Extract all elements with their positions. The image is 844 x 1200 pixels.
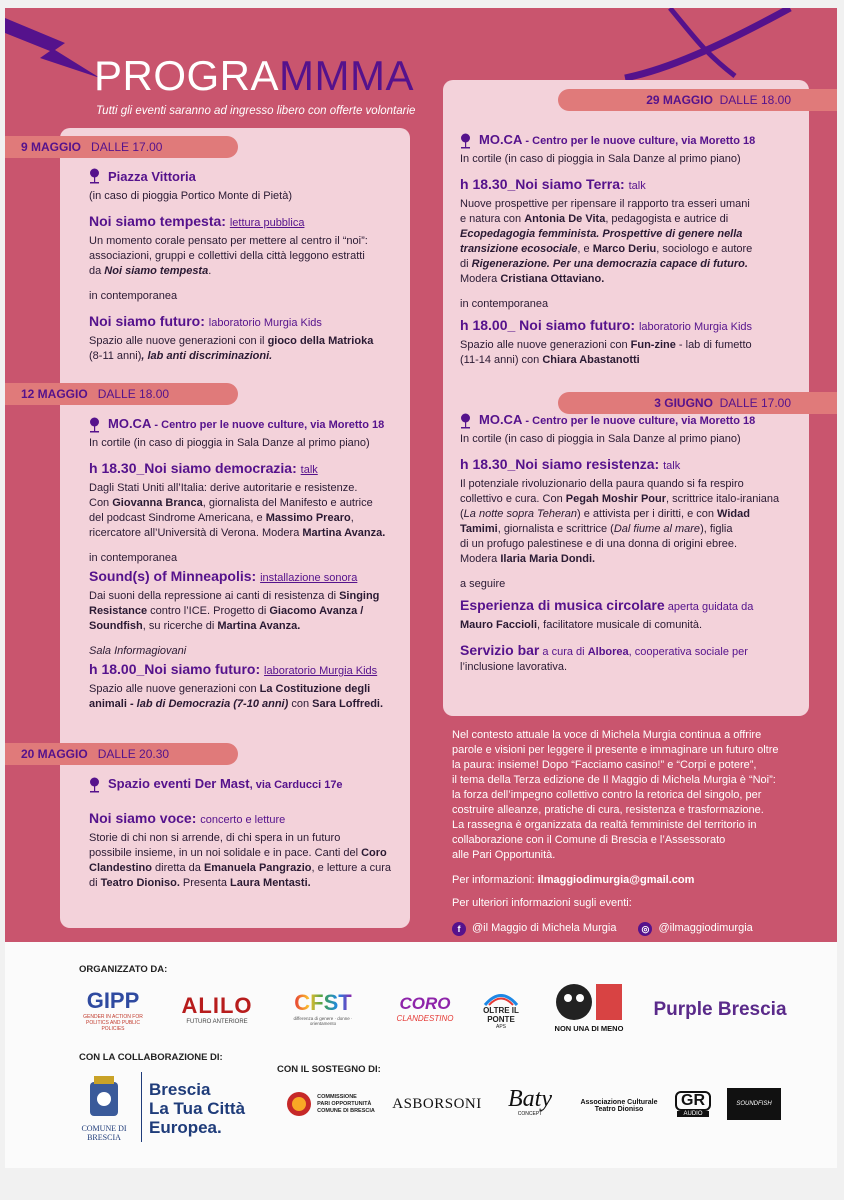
title-part: PROGRA <box>94 52 280 99</box>
text: , facilitatore musicale di comunità. <box>537 619 703 631</box>
text: Storie di chi non si arrende, di chi spera in un futuro <box>89 832 341 844</box>
event-title <box>460 643 800 660</box>
logo-text: Brescia <box>149 1079 211 1099</box>
logo-sub: FUTURO ANTERIORE <box>186 1019 248 1025</box>
info-paragraph <box>452 728 832 863</box>
text: di <box>89 877 101 889</box>
teatro-dioniso-logo <box>571 1084 667 1128</box>
date-pill-9-maggio <box>5 136 238 158</box>
info-line: Nel contesto attuale la voce di Michela Murgia continua a offrire <box>452 729 762 741</box>
venue-note: (in caso di pioggia Portico Monte di Pietà) <box>89 190 292 202</box>
text: Un momento corale pensato per mettere al centro il “noi”: <box>89 235 368 247</box>
text: Singing <box>339 590 380 602</box>
in-contemporanea: in contemporanea <box>89 290 178 302</box>
venue-name: MO.CA <box>108 416 152 431</box>
text: , e letture a cura <box>311 862 392 874</box>
info-line: parole e visioni per leggere il presente e immaginare un futuro oltre <box>452 744 779 756</box>
venue-address: - Centro per le nuove culture, via Moretto 18 <box>151 419 385 431</box>
text: Emanuela Pangrazio <box>203 862 312 874</box>
title-highlight: MMMA <box>279 52 415 99</box>
venue-address: , via Carducci 17e <box>249 779 343 791</box>
info-line: costruire alleanze, pratiche di cura, resistenza e trasformazione. <box>452 804 764 816</box>
event-3-giugno <box>460 412 800 675</box>
text: di <box>460 258 472 270</box>
logo-text: Europea. <box>149 1117 222 1137</box>
event-29-maggio <box>460 132 800 368</box>
text: Teatro Dioniso. <box>100 877 180 889</box>
contact-email-link[interactable]: ilmaggiodimurgia@gmail.com <box>537 874 695 886</box>
commissione-icon <box>285 1090 313 1118</box>
divider <box>141 1072 142 1142</box>
logo-sub: GENDER IN ACTION FOR POLITICS AND PUBLIC POLICIES <box>83 1014 143 1032</box>
venue-name: MO.CA <box>479 132 523 147</box>
a-seguire: a seguire <box>460 578 506 590</box>
text: Giovanna Branca <box>112 497 203 509</box>
text: , lab anti discriminazioni. <box>141 350 273 362</box>
commissione-pari-opportunita-logo <box>277 1084 383 1124</box>
text: Modera <box>460 553 501 565</box>
book-title: Ecopedagogia femminista. Prospettive di genere nella <box>460 228 743 240</box>
title: Servizio bar <box>460 642 540 658</box>
kind: concerto e letture <box>200 814 286 826</box>
swoosh-shape <box>615 8 837 83</box>
text: ( <box>460 508 464 520</box>
kind: talk <box>628 180 646 192</box>
logo-text: OLTRE IL PONTE <box>483 1006 519 1024</box>
date: 9 MAGGIO <box>21 140 82 154</box>
text: Spazio alle nuove generazioni con <box>460 339 631 351</box>
logo-text: COMUNE DI BRESCIA <box>81 1124 127 1142</box>
kind: installazione sonora <box>260 572 358 584</box>
text: La Costituzione degli <box>259 683 371 695</box>
text: Fun-zine <box>630 339 676 351</box>
text: con <box>288 698 313 710</box>
text: di un profugo palestinese e di una donna di origini ebree. <box>460 538 738 550</box>
cfst-logo <box>285 986 361 1030</box>
info-block <box>452 728 832 936</box>
text: Clandestino <box>89 862 152 874</box>
text: Giacomo Avanza / <box>269 605 364 617</box>
date: 3 GIUGNO <box>654 396 713 410</box>
more-info: Per ulteriori informazioni sugli eventi: <box>452 897 632 909</box>
non-una-di-meno-logo <box>545 974 633 1038</box>
text: , scrittrice italo-iraniana <box>666 493 780 505</box>
text: Sara Loffredi. <box>312 698 384 710</box>
text: Chiara Abastanotti <box>542 354 640 366</box>
text: (8-11 anni) <box>89 350 142 362</box>
venue <box>460 132 800 149</box>
logo-text: COMMISSIONE <box>317 1093 357 1100</box>
title: h 18.30_Noi siamo democrazia: <box>89 460 297 476</box>
brescia-citta-europea-logo <box>149 1072 265 1144</box>
event-12-maggio <box>89 416 409 712</box>
date-pill-3-giugno <box>558 392 837 414</box>
in-contemporanea: in contemporanea <box>89 552 178 564</box>
comune-di-brescia-logo <box>69 1068 139 1148</box>
logo-text: ALILO <box>181 993 253 1018</box>
gr-audio-logo <box>669 1086 717 1122</box>
text: - lab di Democrazia (7-10 anni) <box>126 698 289 710</box>
instagram-icon: ◎ <box>638 922 652 936</box>
in-contemporanea: in contemporanea <box>460 298 549 310</box>
instagram-handle: @ilmaggiodimurgia <box>658 922 753 934</box>
event-20-maggio <box>89 776 409 891</box>
event-title <box>89 461 409 478</box>
logo-text: GIPP <box>86 988 140 1013</box>
info-line: La rassegna è organizzata da realtà femministe del territorio in <box>452 819 757 831</box>
text: , sociologo e autore <box>656 243 753 255</box>
logo-text: CORO <box>399 993 451 1013</box>
title: h 18.00_ Noi siamo futuro: <box>460 317 636 333</box>
info-line: collaborazione con il Comune di Brescia e l’Assessorato <box>452 834 726 846</box>
venue-name: Spazio eventi Der Mast <box>108 776 250 791</box>
logo-text: NON UNA DI MENO <box>554 1023 624 1033</box>
book-title: Noi siamo tempesta <box>104 265 209 277</box>
text: , su ricerche di <box>142 620 218 632</box>
kind: talk <box>300 464 318 476</box>
text: animali <box>89 698 127 710</box>
text: Spazio alle nuove generazioni con <box>89 683 260 695</box>
book-title: transizione ecosociale <box>460 243 578 255</box>
location-pin-icon <box>89 417 100 433</box>
alilo-logo <box>177 988 257 1030</box>
time: DALLE 18.00 <box>719 93 791 107</box>
text: contro l’ICE. Progetto di <box>147 605 270 617</box>
text: Pegah Moshir Pour <box>565 493 667 505</box>
title: Esperienza di musica circolare <box>460 597 665 613</box>
text: Widad <box>717 508 750 520</box>
text: gioco della Matrioka <box>267 335 374 347</box>
event-title <box>460 457 800 474</box>
date: 12 MAGGIO <box>21 387 88 401</box>
logo-text: SOUNDFISH <box>736 1101 772 1107</box>
sala-label: Sala Informagiovani <box>89 645 187 657</box>
oltre-il-ponte-logo <box>471 986 531 1034</box>
text: Laura Mentasti. <box>230 877 311 889</box>
event-title <box>89 811 409 828</box>
kind: , cooperativa sociale per <box>628 646 748 658</box>
text: Con <box>89 497 113 509</box>
bridge-icon <box>483 990 519 1006</box>
time: DALLE 17.00 <box>91 140 163 154</box>
text: diretta da <box>151 862 204 874</box>
text: Mauro Faccioli <box>460 619 538 631</box>
venue <box>89 776 409 793</box>
venue-note: In cortile (in caso di pioggia in Sala Danze al primo piano) <box>89 437 370 449</box>
book-title: Dal fiume al mare <box>613 523 701 535</box>
event-title <box>89 214 409 231</box>
coat-of-arms-icon <box>84 1074 124 1124</box>
purple-brescia-logo <box>645 996 795 1024</box>
kind: Alborea <box>587 646 629 658</box>
gipp-logo <box>73 986 153 1034</box>
text: . <box>208 265 212 277</box>
facebook-handle: @il Maggio di Michela Murgia <box>472 922 617 934</box>
venue <box>89 416 409 433</box>
time: DALLE 17.00 <box>719 396 791 410</box>
text: Presenta <box>179 877 231 889</box>
date: 20 MAGGIO <box>21 747 88 761</box>
text: , e <box>577 243 593 255</box>
logo-sub: CONCEPT <box>517 1111 543 1117</box>
info-line: la paura: insieme! Dopo “Facciamo casino!” e “Corpi e potere”, <box>452 759 757 771</box>
venue-name: Piazza Vittoria <box>108 169 196 184</box>
subtitle: Tutti gli eventi saranno ad ingresso libero con offerte volontarie <box>96 105 416 117</box>
collaborazione-label: CON LA COLLABORAZIONE DI: <box>79 1052 223 1063</box>
logo-text: La Tua Città <box>149 1098 246 1118</box>
title: h 18.30_Noi siamo resistenza: <box>460 456 660 472</box>
title: h 18.00_Noi siamo futuro: <box>89 661 261 677</box>
logo-text: GR <box>675 1091 711 1111</box>
instagram-link[interactable] <box>638 921 752 936</box>
title: Sound(s) of Minneapolis: <box>89 568 257 584</box>
kind: laboratorio Murgia Kids <box>638 321 753 333</box>
info-line: il tema della Terza edizione de Il Maggio di Michela Murgia è “Noi”: <box>452 774 776 786</box>
text: ), figlia <box>700 523 733 535</box>
logo-text: COMUNE DI BRESCIA <box>317 1107 375 1114</box>
text: Marco Deriu <box>592 243 657 255</box>
text: ricercatore all’Università di Verona. Modera <box>89 527 303 539</box>
info-line: alle Pari Opportunità. <box>452 849 556 861</box>
text: (11-14 anni) con <box>460 354 543 366</box>
text: possibile insieme, in un noi solidale e in pace. Canti del <box>89 847 362 859</box>
location-pin-icon <box>460 133 471 149</box>
text: da <box>89 265 105 277</box>
logo-text: Purple Brescia <box>653 999 787 1020</box>
logo-sub: CLANDESTINO <box>396 1013 454 1023</box>
logo-text: Teatro Dioniso <box>594 1106 644 1113</box>
book-title: La notte sopra Teheran <box>463 508 578 520</box>
logo-text: ASBORSONI <box>392 1095 482 1112</box>
event-title <box>460 318 800 335</box>
text: l’inclusione lavorativa. <box>460 661 567 673</box>
text: , pedagogista e autrice di <box>605 213 729 225</box>
page-title <box>94 52 414 100</box>
logo-sub: AUDIO <box>677 1111 708 1117</box>
location-pin-icon <box>460 413 471 429</box>
time: DALLE 20.30 <box>97 747 170 761</box>
text: Soundfish <box>89 620 143 632</box>
text: Il potenziale rivoluzionario della paura quando si fa respiro <box>460 478 744 490</box>
time: DALLE 18.00 <box>97 387 170 401</box>
event-title <box>89 662 409 679</box>
info-line: la forza dell’impegno collettivo contro la retorica del singolo, per <box>452 789 762 801</box>
kind: laboratorio Murgia Kids <box>208 317 322 329</box>
text: Massimo Prearo <box>265 512 351 524</box>
text: Resistance <box>89 605 148 617</box>
venue-name: MO.CA <box>479 412 523 427</box>
event-title <box>460 177 800 194</box>
date-pill-12-maggio <box>5 383 238 405</box>
title: Noi siamo voce: <box>89 810 197 826</box>
date: 29 MAGGIO <box>646 93 713 107</box>
text: , giornalista e scrittrice ( <box>497 523 614 535</box>
event-title <box>89 314 409 331</box>
kind: a cura di <box>539 646 588 658</box>
sponsors-area <box>5 942 837 1168</box>
text: del podcast Sindrome Americana, e <box>89 512 266 524</box>
logo-text: CFST <box>294 990 352 1015</box>
logo-text: Baty <box>508 1086 552 1112</box>
book-title: Rigenerazione. Per una democrazia capace di futuro. <box>471 258 748 270</box>
date-pill-20-maggio <box>5 743 238 765</box>
event-title <box>460 598 800 615</box>
date-pill-29-maggio <box>558 89 837 111</box>
text: Coro <box>361 847 387 859</box>
non-una-di-meno-icon <box>552 980 626 1024</box>
venue <box>89 168 409 184</box>
text: Martina Avanza. <box>217 620 301 632</box>
title: Noi siamo futuro: <box>89 313 205 329</box>
logo-sub: APS <box>495 1024 506 1030</box>
location-pin-icon <box>89 168 100 184</box>
text: , giornalista del Manifesto e autrice <box>202 497 373 509</box>
baty-concept-logo <box>497 1082 563 1122</box>
logo-text: Associazione Culturale <box>580 1099 658 1106</box>
text: Antonia De Vita <box>524 213 606 225</box>
lightning-bolt-icon <box>5 18 105 88</box>
text: Martina Avanza. <box>302 527 386 539</box>
text: , <box>350 512 354 524</box>
poster <box>5 8 837 942</box>
kind: lettura pubblica <box>229 217 305 229</box>
text: collettivo e cura. Con <box>460 493 566 505</box>
logo-sub: differenza di genere · donne · orientamento <box>293 1016 353 1026</box>
text: Cristiana Ottaviano. <box>500 273 605 285</box>
coro-logo <box>393 982 457 1034</box>
facebook-icon: f <box>452 922 466 936</box>
contact-label: Per informazioni: <box>452 874 538 886</box>
facebook-link[interactable] <box>452 921 616 936</box>
soundfish-logo <box>727 1088 781 1120</box>
logo-text: PARI OPPORTUNITÀ <box>317 1100 372 1107</box>
text: Nuove prospettive per ripensare il rapporto tra esseri umani <box>460 198 750 210</box>
venue-note: In cortile (in caso di pioggia in Sala Danze al primo piano) <box>460 433 741 445</box>
title: Noi siamo tempesta: <box>89 213 226 229</box>
venue-note: In cortile (in caso di pioggia in Sala Danze al primo piano) <box>460 153 741 165</box>
venue <box>460 412 800 429</box>
event-9-maggio <box>89 168 409 364</box>
text: Tamimi <box>460 523 498 535</box>
text: e natura con <box>460 213 525 225</box>
asborsoni-logo <box>389 1090 485 1118</box>
kind: talk <box>663 460 681 472</box>
kind: laboratorio Murgia Kids <box>264 665 378 677</box>
text: - lab di fumetto <box>675 339 752 351</box>
text: ) e attivista per i diritti, e con <box>577 508 718 520</box>
title: h 18.30_Noi siamo Terra: <box>460 176 625 192</box>
text: Dagli Stati Uniti all’Italia: derive autoritarie e resistenze. <box>89 482 358 494</box>
sostegno-label: CON IL SOSTEGNO DI: <box>277 1064 381 1075</box>
text: Ilaria Maria Dondi. <box>500 553 596 565</box>
venue-address: - Centro per le nuove culture, via Moretto 18 <box>522 135 756 147</box>
text: Modera <box>460 273 501 285</box>
text: Spazio alle nuove generazioni con il <box>89 335 268 347</box>
venue-address: - Centro per le nuove culture, via Moretto 18 <box>522 415 756 427</box>
text: Dai suoni della repressione ai canti di resistenza di <box>89 590 340 602</box>
location-pin-icon <box>89 777 100 793</box>
text: associazioni, gruppi e collettivi della città leggono estratti <box>89 250 365 262</box>
kind: aperta guidata da <box>664 601 754 613</box>
event-title <box>89 569 409 586</box>
organizzato-label: ORGANIZZATO DA: <box>79 964 168 975</box>
